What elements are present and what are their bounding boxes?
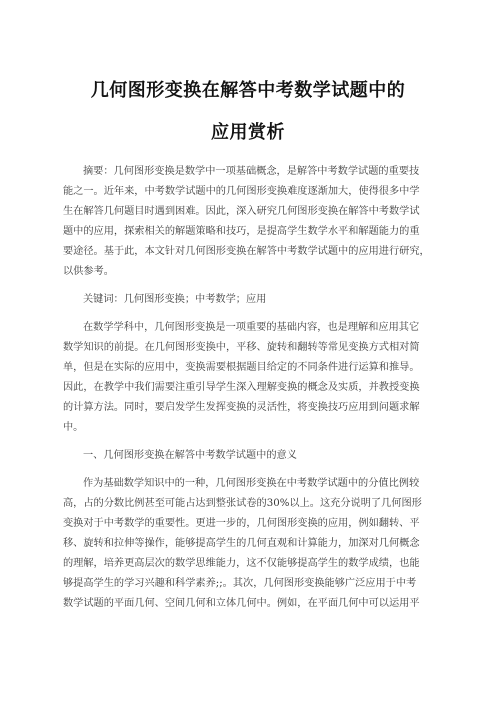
keywords-line: 关键词：几何图形变换；中考数学；应用 xyxy=(83,294,267,305)
abstract-line: 题中的应用，探索相关的解题策略和技巧，是提高学生数学水平和解题能力的重 xyxy=(63,226,420,237)
paragraph-line: 中。 xyxy=(63,422,84,433)
abstract-line: 要途径。基于此，本文针对几何图形变换在解答中考数学试题中的应用进行研究， xyxy=(63,246,430,257)
abstract-line: 能之一。近年来，中考数学试题中的几何图形变换难度逐渐加大，使得很多中学 xyxy=(63,186,420,197)
paragraph-line: 作为基础数学知识中的一种，几何图形变换在中考数学试题中的分值比例较 xyxy=(83,478,420,489)
abstract-line: 生在解答几何题目时遇到困难。因此，深入研究几何图形变换在解答中考数学试 xyxy=(63,206,420,217)
paragraph-line: 变换对于中考数学的重要性。更进一步的，几何图形变换的应用，例如翻转、平 xyxy=(63,518,420,529)
document-title-line-1: 几何图形变换在解答中考数学试题中的 xyxy=(90,80,406,101)
paragraph-line: 高，占的分数比例甚至可能占达到整张试卷的30%以上。这充分说明了几何图形 xyxy=(63,498,422,509)
paragraph-line: 单，但是在实际的应用中，变换需要根据题目给定的不同条件进行运算和推导。 xyxy=(63,362,420,373)
paragraph-line: 够提高学生的学习兴趣和科学素养;;。其次，几何图形变换能够广泛应用于中考 xyxy=(63,578,417,589)
paragraph-line: 数学知识的前提。在几何图形变换中，平移、旋转和翻转等常见变换方式相对简 xyxy=(63,342,420,353)
abstract-line: 以供参考。 xyxy=(63,266,114,277)
paragraph-line: 的理解，培养更高层次的数学思维能力，这不仅能够提高学生的数学成绩，也能 xyxy=(63,558,420,569)
paragraph-line: 在数学学科中，几何图形变换是一项重要的基础内容，也是理解和应用其它 xyxy=(83,322,420,333)
document-title-line-2: 应用赏析 xyxy=(211,122,285,143)
paragraph-line: 数学试题的平面几何、空间几何和立体几何中。例如，在平面几何中可以运用平 xyxy=(63,598,420,609)
paragraph-line: 移、旋转和拉伸等操作，能够提高学生的几何直观和计算能力，加深对几何概念 xyxy=(63,538,420,549)
section-heading: 一、几何图形变换在解答中考数学试题中的意义 xyxy=(83,450,297,461)
abstract-line: 摘要：几何图形变换是数学中一项基础概念，是解答中考数学试题的重要技 xyxy=(83,166,420,177)
paragraph-line: 因此，在教学中我们需要注重引导学生深入理解变换的概念及实质，并教授变换 xyxy=(63,382,420,393)
paragraph-line: 的计算方法。同时，要启发学生发挥变换的灵活性，将变换技巧应用到问题求解 xyxy=(63,402,420,413)
